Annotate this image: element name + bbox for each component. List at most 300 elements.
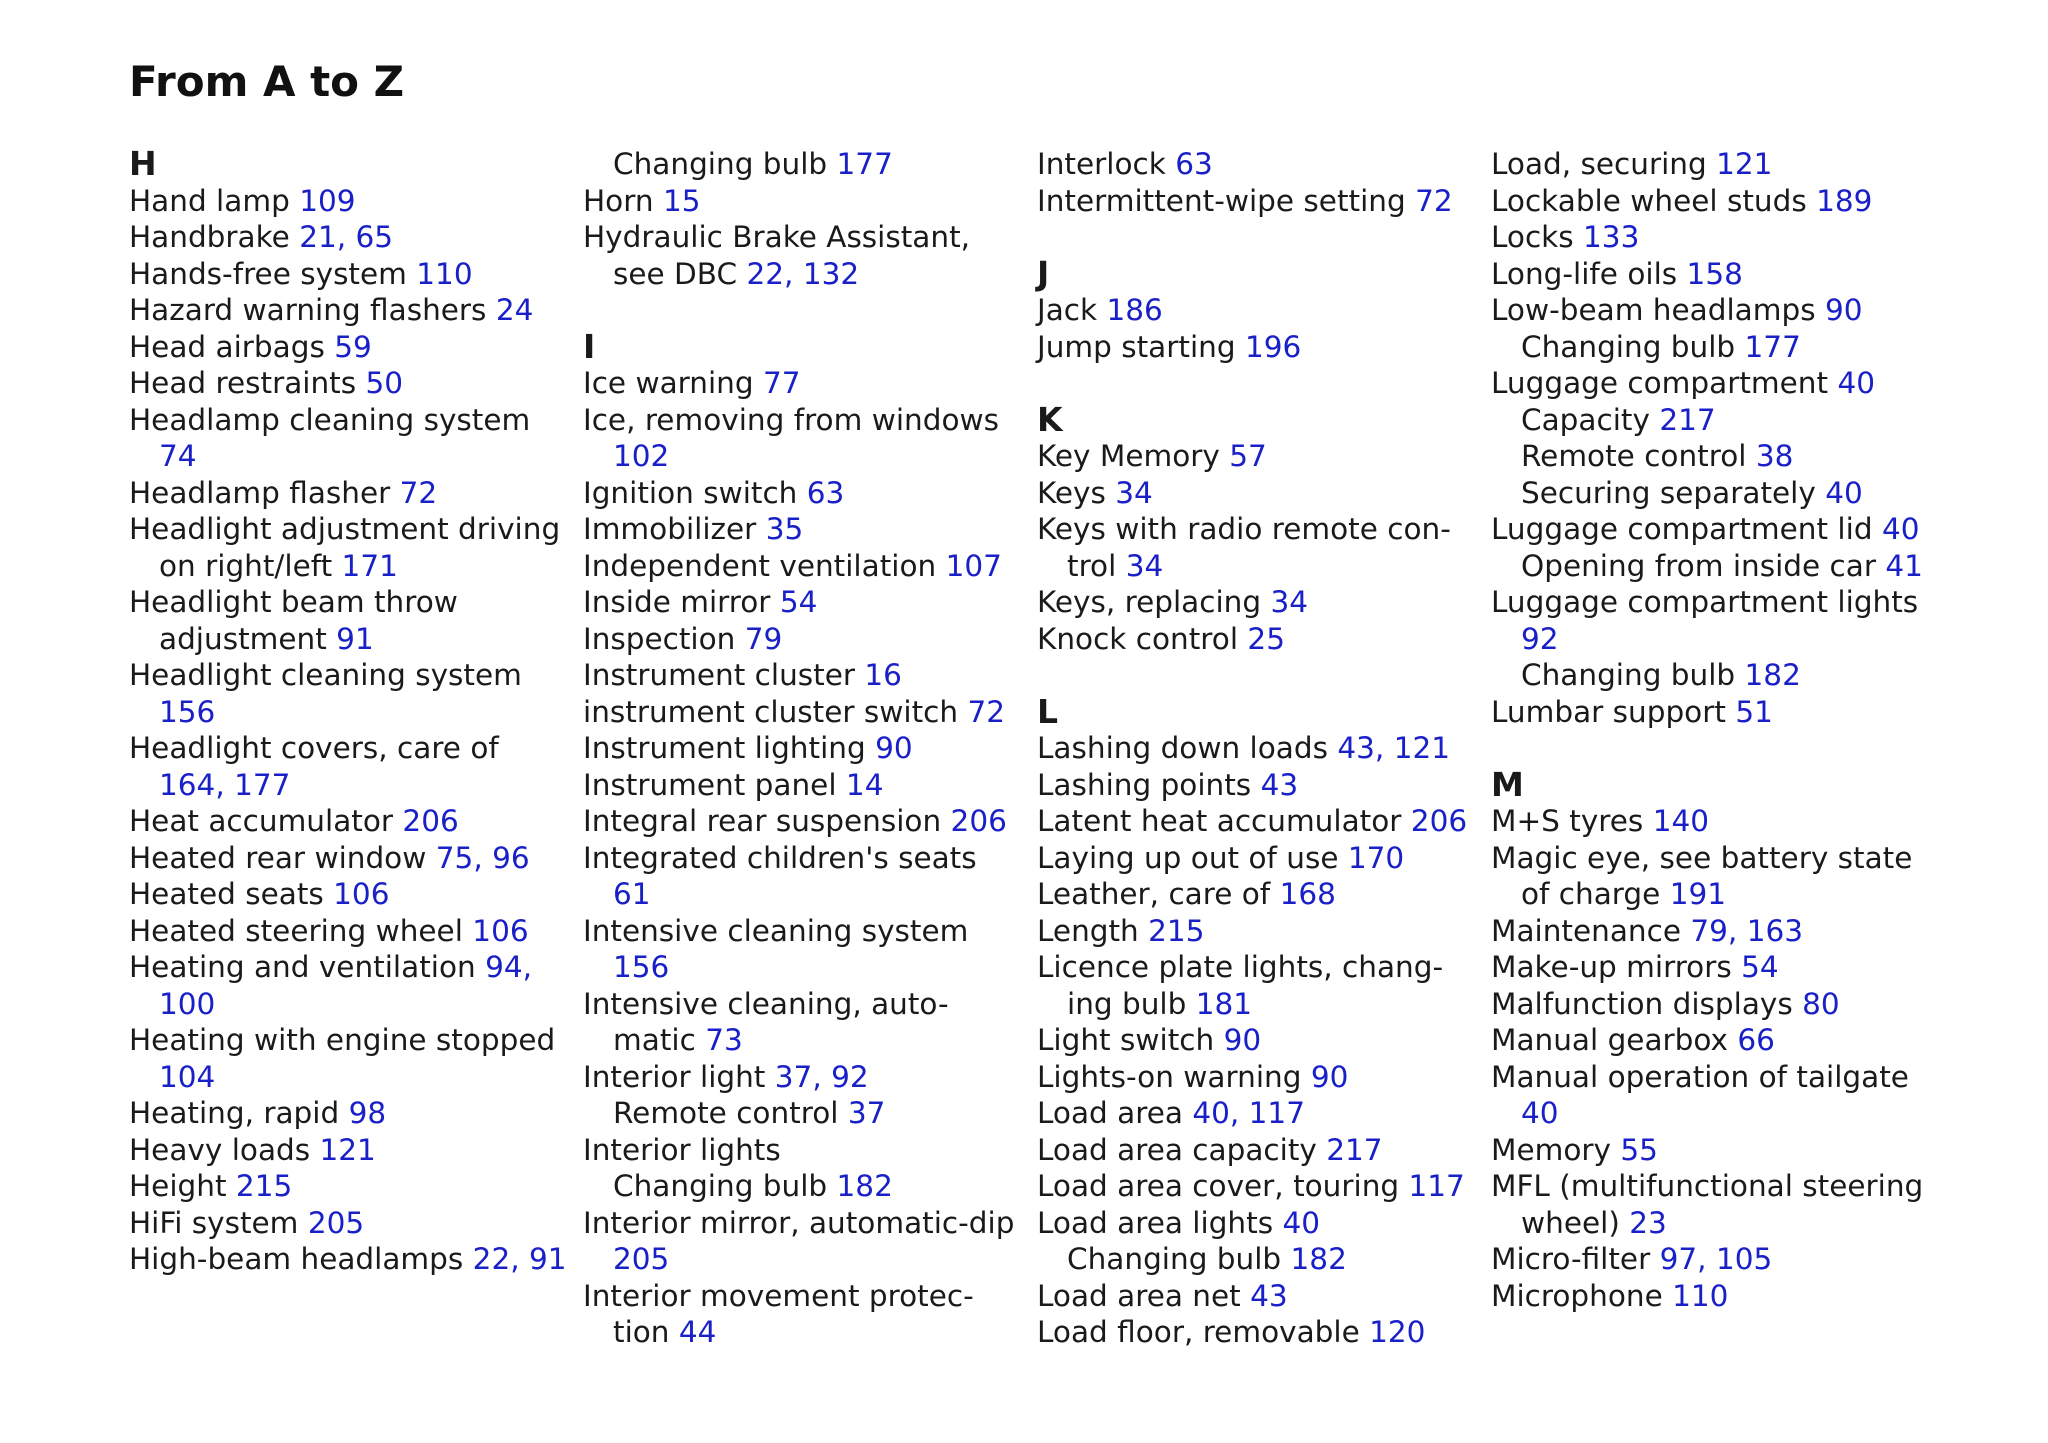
page-link[interactable]: 21 [299,220,337,254]
index-entry [1491,840,1931,913]
index-entry [1491,913,1931,950]
entry-term: Changing bulb [1067,1242,1282,1276]
entry-term: Height [129,1169,227,1203]
page-link[interactable]: 90 [1824,293,1863,327]
page-link[interactable]: 34 [1115,475,1153,510]
page-link[interactable]: 25 [1247,621,1285,656]
page-link[interactable]: 16 [864,658,902,692]
index-entry [1037,292,1477,329]
page-link[interactable]: 121 [1716,147,1773,181]
entry-term: Keys with radio remote con-trol [1037,512,1451,583]
index-entry [129,219,569,256]
index-entry [1491,1059,1931,1132]
page-link[interactable]: 105 [1715,1242,1773,1276]
page-link[interactable]: 132 [802,256,860,291]
entry-term: Instrument panel [583,767,837,802]
entry-term: Licence plate lights, chang-ing bulb [1037,950,1444,1021]
entry-term: Length [1037,913,1139,948]
index-column-4 [1491,146,1931,1314]
page-link[interactable]: 65 [355,220,394,254]
index-entry [1491,694,1931,731]
index-entry [1037,803,1477,840]
index-entry [129,1022,569,1095]
page-link[interactable]: 72 [967,694,1005,729]
entry-term: Interior lights [583,1132,781,1167]
page-link[interactable]: 205 [613,1242,670,1276]
index-subentry [1491,438,1931,475]
page-link[interactable]: 43 [1250,1278,1288,1313]
page-link[interactable]: 98 [348,1096,387,1130]
index-entry [1037,1022,1477,1059]
entry-term: Remote control [1521,439,1747,473]
page-link[interactable]: 40 [1837,366,1875,400]
index-entry [129,1168,569,1205]
page-link[interactable]: 79 [1690,913,1728,948]
entry-term: Heated steering wheel [129,913,463,948]
page-separator: , [336,220,347,254]
index-entry [129,292,569,329]
page-separator: , [522,950,533,984]
page-link[interactable]: 54 [1741,950,1779,984]
index-entry [1491,365,1931,402]
index-entry [1491,1132,1931,1169]
index-column-2 [583,146,1023,1351]
index-entry [583,548,1023,585]
index-subentry [1491,548,1931,585]
page-link[interactable]: 34 [1270,585,1309,619]
page-link[interactable]: 196 [1244,329,1302,364]
entry-term: Hands-free system [129,256,407,291]
index-entry [1491,183,1931,220]
index-entry [129,876,569,913]
entry-term: Head restraints [129,366,357,400]
index-entry [129,1095,569,1132]
page-separator: , [473,840,483,875]
entry-term: Memory [1491,1132,1611,1167]
index-entry [1491,256,1931,293]
page-link[interactable]: 94 [485,950,523,984]
section-letter: H [129,144,157,183]
entry-term: Luggage compartment lights [1491,585,1919,619]
index-entry [1491,1168,1931,1241]
index-entry [583,803,1023,840]
page-link[interactable]: 163 [1746,913,1804,948]
entry-term: Light switch [1037,1023,1215,1057]
index-entry [583,694,1023,731]
page-link[interactable]: 182 [1290,1242,1347,1276]
page-link[interactable]: 23 [1629,1205,1667,1240]
page-link[interactable]: 72 [399,475,438,510]
index-entry [1037,1132,1477,1169]
index-entry [1037,438,1477,475]
index-entry [1037,511,1477,584]
page-link[interactable]: 133 [1583,220,1640,254]
page-link[interactable]: 44 [678,1315,717,1349]
entry-term: Load area [1037,1096,1183,1130]
page-link[interactable]: 43 [1337,731,1375,765]
page-link[interactable]: 102 [613,439,670,473]
index-column-3 [1037,146,1477,1351]
entry-term: Hand lamp [129,183,290,218]
index-entry [1037,475,1477,512]
page-link[interactable]: 171 [341,548,398,583]
entry-term: Securing separately [1521,475,1816,510]
entry-term: Changing bulb [1521,329,1736,364]
page-link[interactable]: 90 [875,731,913,765]
index-entry [1037,146,1477,183]
index-entry [583,1132,1023,1169]
page-link[interactable]: 106 [333,877,390,911]
entry-term: M+S tyres [1491,804,1644,838]
page-link[interactable]: 22 [472,1242,511,1276]
page-link[interactable]: 35 [765,512,804,546]
section-spacer [1037,219,1477,256]
index-entry [1491,986,1931,1023]
page-link[interactable]: 168 [1279,877,1336,911]
index-entry [583,1278,1023,1351]
index-entry [129,402,569,475]
page-link[interactable]: 61 [613,877,651,911]
entry-term: Manual operation of tailgate [1491,1059,1909,1094]
entry-term: Opening from inside car [1521,548,1876,583]
index-entry [583,183,1023,220]
page-link[interactable]: 189 [1816,183,1873,218]
entry-term: Load area lights [1037,1205,1274,1240]
entry-term: Head airbags [129,329,325,364]
page-link[interactable]: 170 [1347,840,1405,875]
index-column-1 [129,146,569,1278]
page-link[interactable]: 110 [416,256,473,291]
page-separator: , [784,256,794,291]
entry-term: Handbrake [129,220,290,254]
entry-term: Load area capacity [1037,1132,1317,1167]
page-link[interactable]: 34 [1125,548,1164,583]
index-entry [583,365,1023,402]
entry-term: Heating, rapid [129,1096,340,1130]
section-spacer [1037,657,1477,694]
index-subentry [1037,1241,1477,1278]
entry-term: Lockable wheel studs [1491,183,1807,218]
entry-term: Headlight beam throw adjustment [129,585,458,656]
entry-term: Integrated children's seats [583,840,977,875]
page-link[interactable]: 121 [1393,731,1450,765]
index-entry [1037,329,1477,366]
entry-term: Horn [583,183,654,218]
index-entry [129,365,569,402]
page-separator: , [1374,731,1385,765]
page-link[interactable]: 22 [746,256,785,291]
index-entry [1037,1168,1477,1205]
page-link[interactable]: 90 [1223,1023,1262,1057]
index-entry [1037,840,1477,877]
index-entry [1037,949,1477,1022]
page-link[interactable]: 40 [1881,512,1920,546]
page-link[interactable]: 75 [435,840,474,875]
page-link[interactable]: 72 [1415,183,1453,218]
page-link[interactable]: 206 [1410,804,1468,838]
entry-term: Intermittent-wipe setting [1037,183,1406,218]
page-link[interactable]: 191 [1669,877,1726,911]
entry-term: Interior movement protec-tion [583,1278,974,1349]
entry-term: Headlamp cleaning system [129,402,531,437]
index-entry [1037,621,1477,658]
page-link[interactable]: 206 [402,804,459,838]
index-entry [583,475,1023,512]
page-link[interactable]: 117 [1408,1169,1465,1203]
entry-term: Intensive cleaning system [583,913,969,948]
page-link[interactable]: 140 [1652,804,1709,838]
page-link[interactable]: 177 [836,147,893,181]
entry-term: Changing bulb [613,1169,828,1203]
page-link[interactable]: 182 [1744,658,1801,692]
index-entry [1037,1205,1477,1242]
entry-term: Changing bulb [613,147,828,181]
index-entry [129,475,569,512]
entry-term: MFL (multifunctional steering wheel) [1491,1169,1924,1240]
entry-term: Inspection [583,621,736,656]
page-link[interactable]: 91 [336,621,374,656]
entry-term: Locks [1491,220,1574,254]
page-link[interactable]: 43 [1260,767,1299,802]
entry-term: Lumbar support [1491,694,1726,729]
page-link[interactable]: 107 [945,548,1002,583]
entry-term: Immobilizer [583,512,757,546]
page-link[interactable]: 38 [1755,439,1794,473]
page-link[interactable]: 121 [319,1132,376,1167]
page-link[interactable]: 54 [779,585,818,619]
index-entry [129,913,569,950]
entry-term: Headlight covers, care of [129,731,499,765]
entry-term: Heated seats [129,877,324,911]
index-entry [1037,1278,1477,1315]
index-entry [1037,1059,1477,1096]
page-link[interactable]: 63 [806,475,845,510]
page-link[interactable]: 90 [1310,1059,1349,1094]
section-spacer [583,292,1023,329]
page-link[interactable]: 79 [744,621,783,656]
index-entry [583,511,1023,548]
page-link[interactable]: 91 [529,1242,567,1276]
page-separator: , [1697,1242,1707,1276]
page-link[interactable]: 109 [299,183,356,218]
entry-term: Independent ventilation [583,548,937,583]
entry-term: Heating and ventilation [129,950,476,984]
index-entry [1037,913,1477,950]
page-link[interactable]: 50 [365,366,404,400]
entry-term: Leather, care of [1037,877,1271,911]
section-letter: I [583,326,596,366]
page-separator: , [812,1059,822,1094]
index-subentry [1491,657,1931,694]
index-entry [583,730,1023,767]
index-subentry [1491,475,1931,512]
section-letter: L [1037,691,1059,731]
page-separator: , [1727,913,1738,948]
index-entry [129,949,569,1022]
page-link[interactable]: 55 [1620,1132,1658,1167]
page-link[interactable]: 92 [831,1059,869,1094]
entry-term: Load area net [1037,1278,1241,1313]
index-entry [583,1059,1023,1096]
page-link[interactable]: 15 [662,183,701,218]
index-entry [129,1241,569,1278]
index-entry [129,256,569,293]
entry-term: Hazard warning flashers [129,293,487,327]
entry-term: Inside mirror [583,585,771,619]
entry-term: Changing bulb [1521,658,1736,692]
entry-term: Heavy loads [129,1132,311,1167]
page-link[interactable]: 217 [1326,1132,1383,1167]
entry-term: Micro-filter [1491,1242,1651,1276]
index-subentry [583,146,1023,183]
page-link[interactable]: 77 [762,366,801,400]
index-entry [1491,219,1931,256]
page-link[interactable]: 96 [492,840,530,875]
page-link[interactable]: 217 [1659,402,1716,437]
index-entry [1491,1241,1931,1278]
page-link[interactable]: 206 [950,804,1007,838]
entry-term: Keys, replacing [1037,585,1262,619]
index-entry [1037,183,1477,220]
entry-term: Lashing points [1037,767,1252,802]
entry-term: High-beam headlamps [129,1242,464,1276]
entry-term: Long-life oils [1491,256,1678,291]
page-link[interactable]: 41 [1885,548,1923,583]
page-link[interactable]: 104 [159,1059,216,1094]
entry-term: Key Memory [1037,439,1220,473]
page-link[interactable]: 106 [472,913,529,948]
page-link[interactable]: 73 [705,1023,743,1057]
index-entry [583,840,1023,913]
entry-term: Ignition switch [583,475,798,510]
page-link[interactable]: 186 [1106,293,1163,327]
index-entry [1491,584,1931,657]
index-entry [129,657,569,730]
page-link[interactable]: 40 [1825,475,1863,510]
index-entry [1037,584,1477,621]
entry-term: Instrument lighting [583,731,866,765]
page-link[interactable]: 66 [1737,1023,1775,1057]
page-link[interactable]: 215 [235,1169,293,1203]
entry-term: Load area cover, touring [1037,1169,1400,1203]
page-link[interactable]: 177 [1744,329,1801,364]
page-link[interactable]: 100 [159,986,216,1021]
entry-term: Lights-on warning [1037,1059,1302,1094]
entry-term: Headlamp flasher [129,475,391,510]
entry-term: Knock control [1037,621,1239,656]
section-letter: J [1037,253,1050,293]
entry-term: Hydraulic Brake Assistant, see DBC [583,220,971,291]
page-separator: , [510,1242,520,1276]
index-entry [1037,767,1477,804]
page-link[interactable]: 120 [1369,1315,1426,1349]
page-link[interactable]: 40 [1282,1205,1320,1240]
entry-term: Jump starting [1037,329,1236,364]
page-link[interactable]: 40 [1192,1096,1230,1130]
index-entry [129,511,569,584]
entry-term: Capacity [1521,402,1650,437]
entry-term: Laying up out of use [1037,840,1339,875]
page-link[interactable]: 80 [1802,986,1840,1021]
page-link[interactable]: 37 [847,1096,886,1130]
page-link[interactable]: 14 [845,767,884,802]
index-entry [129,183,569,220]
page-link[interactable]: 182 [836,1169,893,1203]
index-entry [583,402,1023,475]
index-subentry [583,1168,1023,1205]
entry-term: Integral rear suspension [583,804,942,838]
page-link[interactable]: 37 [774,1059,813,1094]
entry-term: Ice warning [583,366,754,400]
page-link[interactable]: 24 [495,293,534,327]
page-link[interactable]: 110 [1672,1278,1729,1313]
page-link[interactable]: 181 [1195,986,1253,1021]
entry-term: Latent heat accumulator [1037,804,1402,838]
page-link[interactable]: 57 [1229,439,1267,473]
index-entry [129,730,569,803]
entry-term: Keys [1037,475,1106,510]
page-link[interactable]: 158 [1686,256,1743,291]
page-link[interactable]: 156 [159,694,216,729]
index-entry [129,1132,569,1169]
entry-term: Heated rear window [129,840,427,875]
index-subentry [1491,402,1931,439]
entry-term: Malfunction displays [1491,986,1793,1021]
index-entry [1491,146,1931,183]
entry-term: Load, securing [1491,147,1707,181]
page-link[interactable]: 177 [234,767,291,802]
entry-term: Magic eye, see battery state of charge [1491,840,1913,911]
index-entry [1491,1278,1931,1315]
index-entry [583,657,1023,694]
entry-term: Headlight adjustment driving on right/left [129,512,561,583]
section-spacer [1037,365,1477,402]
page-link[interactable]: 74 [159,439,197,473]
index-subentry [1491,329,1931,366]
page-link[interactable]: 97 [1659,1242,1698,1276]
page-link[interactable]: 63 [1175,147,1213,181]
index-entry [1491,1022,1931,1059]
entry-term: Instrument cluster [583,658,856,692]
entry-term: Make-up mirrors [1491,950,1732,984]
entry-term: Luggage compartment [1491,366,1829,400]
entry-term: Headlight cleaning system [129,658,522,692]
index-entry [583,986,1023,1059]
page-link[interactable]: 215 [1148,913,1205,948]
index-entry [1037,730,1477,767]
page-link[interactable]: 164 [159,767,216,802]
section-letter: M [1491,764,1524,804]
page-link[interactable]: 51 [1735,694,1773,729]
page-link[interactable]: 40 [1521,1096,1559,1130]
page-link[interactable]: 156 [613,950,670,984]
entry-term: Lashing down loads [1037,731,1328,765]
entry-term: Jack [1037,293,1098,327]
page-link[interactable]: 92 [1521,621,1559,656]
index-entry [1037,876,1477,913]
page-link[interactable]: 117 [1248,1096,1305,1130]
page-link[interactable]: 205 [307,1205,365,1240]
index-entry [129,840,569,877]
index-entry [1037,1095,1477,1132]
index-entry [1037,1314,1477,1351]
entry-term: Interior mirror, automatic-dip [583,1205,1015,1240]
index-entry [129,584,569,657]
page-title: From A to Z [129,57,405,106]
page-link[interactable]: 59 [334,329,372,364]
index-entry [129,1205,569,1242]
entry-term: Ice, removing from windows [583,402,1000,437]
